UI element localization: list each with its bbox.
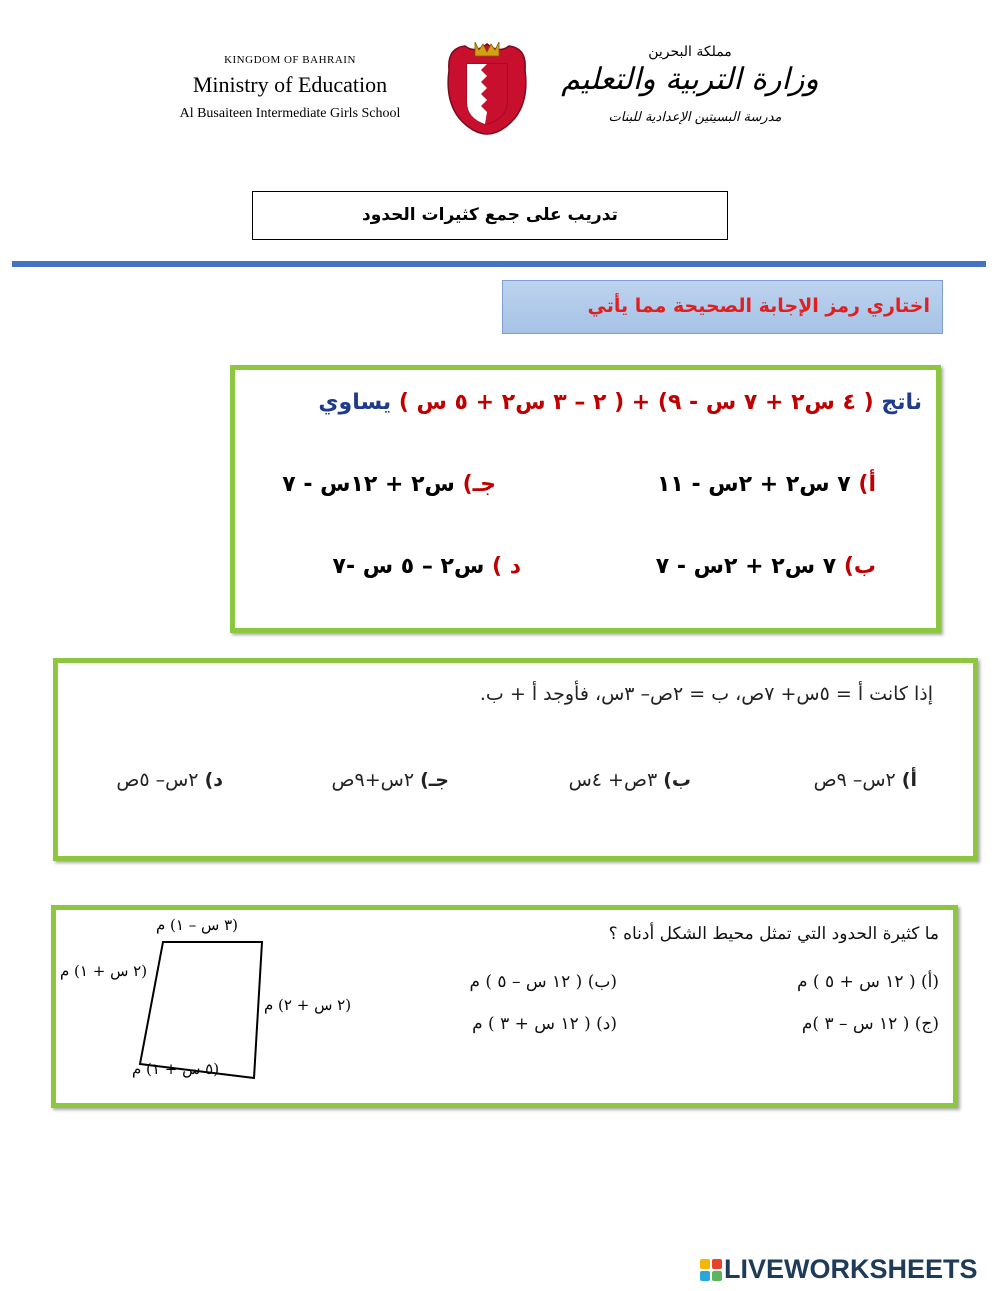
side-label-right: (٢ س + ٢) م — [264, 996, 352, 1014]
question-3-option-a[interactable]: (أ) ( ١٢ س + ٥ ) م — [796, 972, 939, 992]
liveworksheets-logo-icon — [700, 1259, 722, 1281]
arabic-school-name: مدرسة البسيتين الإعدادية للبنات — [608, 110, 782, 125]
liveworksheets-brand: LIVEWORKSHEETS — [724, 1254, 978, 1284]
question-1-option-a[interactable]: أ) ٧ س٢ + ٢س - ١١ — [656, 472, 876, 497]
school-name: Al Busaiteen Intermediate Girls School — [179, 106, 401, 121]
question-2-option-c[interactable]: جـ) ٢س+٩ص — [331, 769, 449, 791]
ministry-title: Ministry of Education — [192, 72, 388, 97]
bahrain-emblem-icon — [445, 40, 529, 136]
question-2-stem: إذا كانت أ = ٥س+ ٧ص، ب = ٢ص– ٣س، فأوجد أ + ب. — [479, 683, 933, 705]
instruction-banner: اختاري رمز الإجابة الصحيحة مما يأتي — [502, 280, 943, 334]
question-1-stem-end: يساوي — [318, 390, 392, 415]
question-2-option-a[interactable]: أ) ٢س– ٩ص — [813, 769, 917, 791]
question-1-option-d[interactable]: د ) س٢ – ٥ س -٧ — [332, 554, 521, 579]
question-1-option-b[interactable]: ب) ٧ س٢ + ٢س - ٧ — [655, 554, 876, 579]
question-3-option-c[interactable]: (ج) ( ١٢ س – ٣ )م — [801, 1014, 939, 1034]
question-2-option-d[interactable]: د) ٢س– ٥ص — [116, 769, 223, 791]
question-1-stem — [318, 390, 922, 415]
question-2-box — [53, 658, 978, 861]
question-1-box — [230, 365, 941, 633]
question-1-stem-start: ناتج — [881, 390, 922, 415]
kingdom-label: KINGDOM OF BAHRAIN — [224, 54, 356, 66]
question-1-expression: ( ٤ س٢ + ٧ س - ٩) + ( ٢ – ٣ س٢ + ٥ س ) — [398, 390, 874, 415]
quadrilateral-shape — [140, 942, 262, 1078]
divider-line — [12, 261, 986, 267]
question-3-stem: ما كثيرة الحدود التي تمثل محيط الشكل أدناه ؟ — [608, 924, 939, 944]
question-1-option-c[interactable]: جـ) س٢ + ١٢س - ٧ — [282, 472, 496, 497]
question-3-box — [51, 905, 958, 1108]
question-3-option-d[interactable]: (د) ( ١٢ س + ٣ ) م — [472, 1014, 617, 1034]
question-3-option-b[interactable]: (ب) ( ١٢ س – ٥ ) م — [469, 972, 617, 992]
question-2-option-b[interactable]: ب) ٣ص+ ٤س — [568, 769, 691, 791]
side-label-left: (٢ س + ١) م — [60, 962, 148, 980]
arabic-kingdom-label: مملكة البحرين — [648, 44, 732, 60]
side-label-top: (٣ س – ١) م — [156, 916, 239, 934]
worksheet-title: تدريب على جمع كثيرات الحدود — [252, 191, 728, 240]
arabic-ministry-title: وزارة التربية والتعليم — [561, 62, 819, 97]
side-label-bottom: (٥ س + ١) م — [132, 1060, 220, 1078]
